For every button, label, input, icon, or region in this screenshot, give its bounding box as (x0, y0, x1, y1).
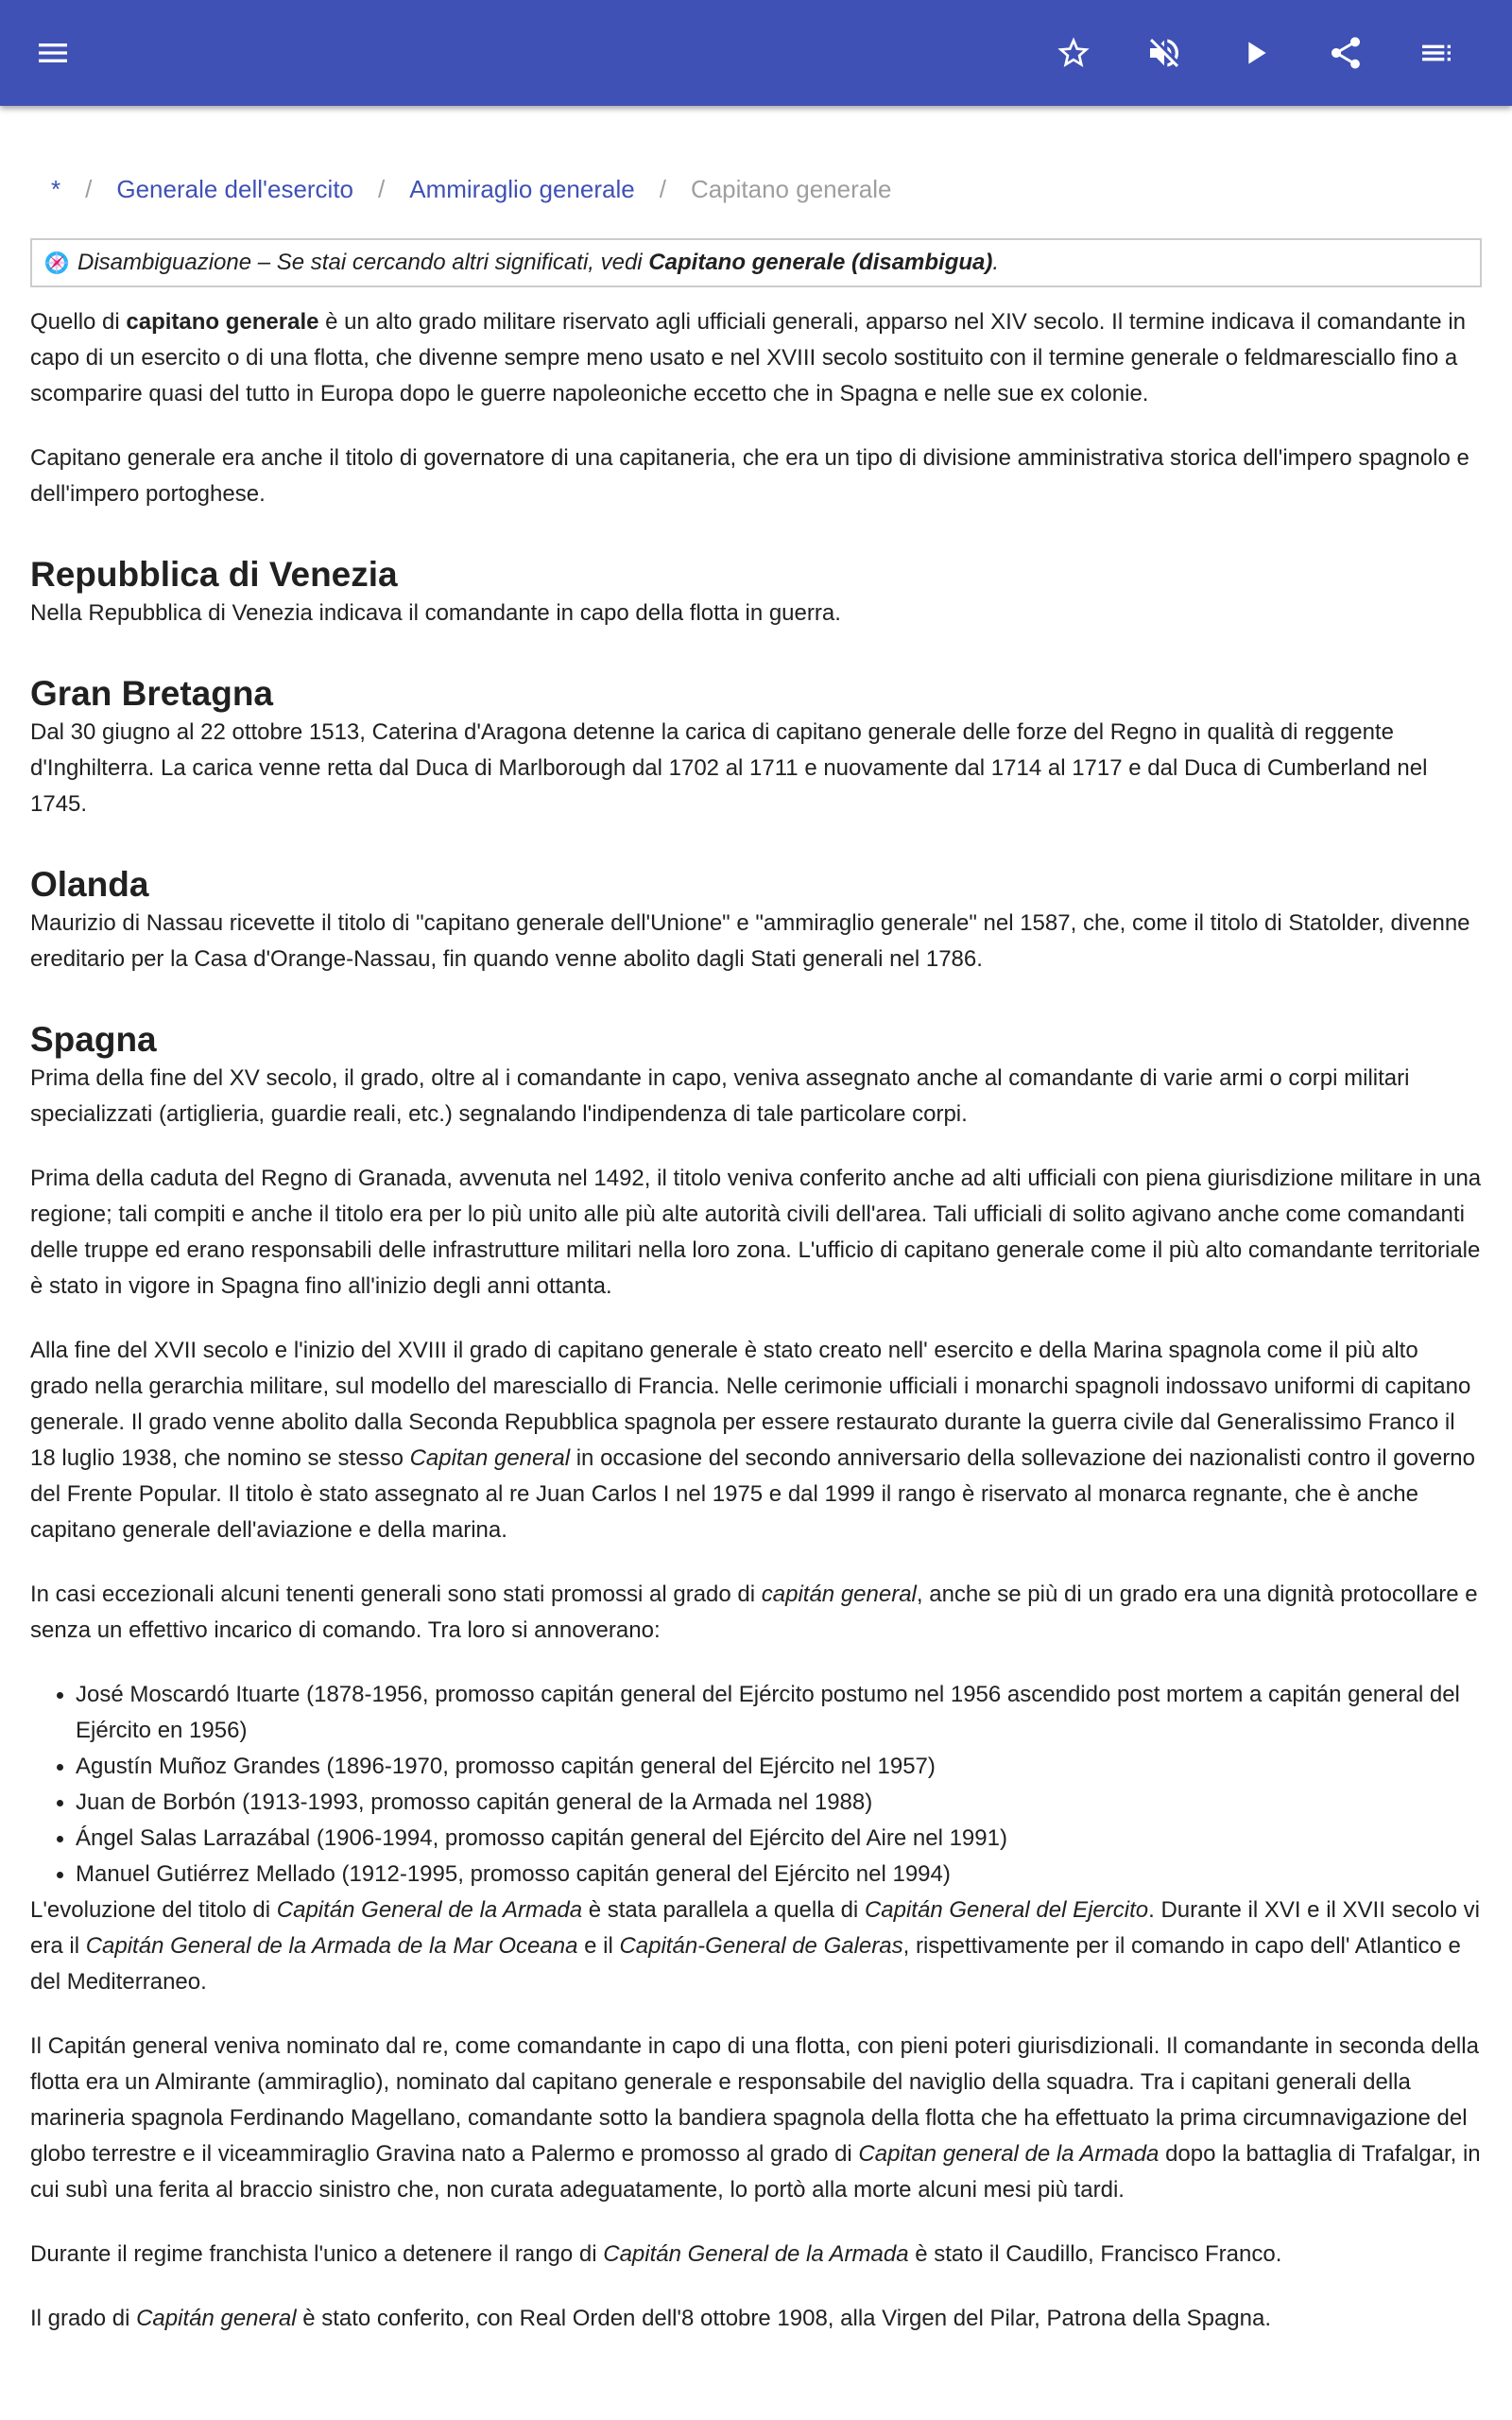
section-paragraph: Alla fine del XVII secolo e l'inizio del XVIII il grado di capitano generale è stato creato nell' esercito e della Marina spagnola come il più alto grado nella gerarchia militare, sul modello del maresciallo di Francia. Nelle cerimonie ufficiali i monarchi spagnoli indossavo uniformi di capitano generale. Il grado venne abolito dalla Seconda Repubblica spagnola per essere restaurato durante la guerra civile dal Generalissimo Franco il 18 luglio 1938, che nomino se stesso Capitan general in occasione del secondo anniversario della sollevazione dei nazionalisti contro il governo del Frente Popular. Il titolo è stato assegnato al re Juan Carlos I nel 1975 e dal 1999 il rango è riservato al monarca regnante, che è anche capitano generale dell'aviazione e della marina. (30, 1338, 1475, 1543)
menu-button[interactable] (23, 23, 83, 83)
capitan-general-list (30, 1677, 1482, 1893)
intro-paragraph: Capitano generale era anche il titolo di governatore di una capitaneria, che era un tipo di divisione amministrativa storica dell'impero spagnolo e dell'impero portoghese. (30, 445, 1469, 507)
section-paragraph: Maurizio di Nassau ricevette il titolo di "capitano generale dell'Unione" e "ammiraglio generale" nel 1587, che, come il titolo di Statolder, divenne ereditario per la Casa d'Orange-Nassau, fin quando venne abolito dagli Stati generali nel 1786. (30, 910, 1470, 972)
play-button[interactable] (1225, 23, 1285, 83)
section-paragraph: L'evoluzione del titolo di Capitán General de la Armada è stata parallela a quella di Capitán General del Ejercito. Durante il XVI e il XVII secolo vi era il Capitán General de la Armada de la Mar Oceana e il Capitán-General de Galeras, rispettivamente per il comando in capo dell' Atlantico e del Mediterraneo. (30, 1897, 1480, 1995)
mute-button[interactable] (1134, 23, 1194, 83)
list-item: • Agustín Muñoz Grandes (1896-1970, promosso capitán general del Ejército nel 1957) (76, 1749, 1482, 1785)
article-content (30, 106, 1482, 2337)
section-paragraph: Durante il regime franchista l'unico a detenere il rango di Capitán General de la Armada è stato il Caudillo, Francisco Franco. (30, 2241, 1282, 2267)
play-icon (1236, 34, 1274, 72)
table-of-contents-button[interactable] (1406, 23, 1467, 83)
section-heading: Repubblica di Venezia (30, 555, 398, 594)
list-item: • Juan de Borbón (1913-1993, promosso capitán general de la Armada nel 1988) (76, 1785, 1482, 1821)
list-item: • José Moscardó Ituarte (1878-1956, promosso capitán general del Ejército postumo nel 1956 ascendido post mortem a capitán general del Ejército en 1956) (76, 1677, 1482, 1749)
breadcrumb-ammiraglio-generale[interactable]: Ammiraglio generale (409, 175, 635, 203)
app-bar (0, 0, 1512, 106)
section-paragraph: In casi eccezionali alcuni tenenti generali sono stati promossi al grado di capitán general, anche se più di un grado era una dignità protocollare e senza un effettivo incarico di comando. Tra loro si annoverano: (30, 1582, 1478, 1643)
list-item: • Manuel Gutiérrez Mellado (1912-1995, promosso capitán general del Ejército nel 1994) (76, 1857, 1482, 1893)
section-paragraph: Prima della fine del XV secolo, il grado, oltre al i comandante in capo, veniva assegnato anche al comandante di varie armi o corpi militari specializzati (artiglieria, guardie reali, etc.) segnalando l'indipendenza di tale particolare corpi. (30, 1065, 1410, 1127)
breadcrumb-separator: / (659, 175, 666, 203)
share-icon (1327, 34, 1365, 72)
section-heading: Spagna (30, 1020, 157, 1059)
section-heading: Olanda (30, 865, 149, 904)
hamburger-menu-icon (34, 34, 72, 72)
breadcrumb-generale-esercito[interactable]: Generale dell'esercito (116, 175, 354, 203)
breadcrumb-separator: / (378, 175, 386, 203)
section-paragraph: Prima della caduta del Regno di Granada, avvenuta nel 1492, il titolo veniva conferito anche ad alti ufficiali con piena giurisdizione militare in una regione; tali compiti e anche il titolo era per lo più unito alle più alte autorità civili dell'area. Tali ufficiali di solito agivano anche come comandanti delle truppe ed erano responsabili delle infrastrutture militari nella loro zona. L'ufficio di capitano generale come il più alto comandante territoriale è stato in vigore in Spagna fino all'inizio degli anni ottanta. (30, 1166, 1482, 1299)
section-heading: Gran Bretagna (30, 674, 274, 713)
section-paragraph: Dal 30 giugno al 22 ottobre 1513, Caterina d'Aragona detenne la carica di capitano generale delle forze del Regno in qualità di reggente d'Inghilterra. La carica venne retta dal Duca di Marlborough dal 1702 al 1711 e nuovamente dal 1714 al 1717 e dal Duca di Cumberland nel 1745. (30, 719, 1428, 817)
disambiguation-notice (30, 238, 1482, 287)
disambiguation-text: Disambiguazione – Se stai cercando altri significati, vedi Capitano generale (disambigua). (77, 250, 1000, 275)
volume-off-icon (1145, 34, 1183, 72)
breadcrumb (30, 172, 1482, 206)
compass-disambiguation-icon (42, 248, 72, 278)
share-button[interactable] (1315, 23, 1376, 83)
intro-paragraph: Quello di capitano generale è un alto grado militare riservato agli ufficiali generali, apparso nel XIV secolo. Il termine indicava il comandante in capo di un esercito o di una flotta, che divenne sempre meno usato e nel XVIII secolo sostituito con il termine generale o feldmaresciallo fino a scomparire quasi del tutto in Europa dopo le guerre napoleoniche eccetto che in Spagna e nelle sue ex colonie. (30, 309, 1467, 406)
list-item: • Ángel Salas Larrazábal (1906-1994, promosso capitán general del Ejército del Aire nel 1991) (76, 1821, 1482, 1857)
section-paragraph: Il grado di Capitán general è stato conferito, con Real Orden dell'8 ottobre 1908, alla Virgen del Pilar, Patrona della Spagna. (30, 2306, 1272, 2331)
section-paragraph: Il Capitán general veniva nominato dal re, come comandante in capo di una flotta, con pieni poteri giurisdizionali. Il comandante in seconda della flotta era un Almirante (ammiraglio), nominato dal capitano generale e responsabile del naviglio della squadra. Tra i capitani generali della marineria spagnola Ferdinando Magellano, comandante sotto la bandiera spagnola della flotta che ha effettuato la prima circumnavigazione del globo terrestre e il viceammiraglio Gravina nato a Palermo e promosso al grado di Capitan general de la Armada dopo la battaglia di Trafalgar, in cui subì una ferita al braccio sinistro che, non curata adeguatamente, lo portò alla morte alcuni mesi più tardi. (30, 2033, 1481, 2203)
breadcrumb-separator: / (85, 175, 93, 203)
star-outline-icon (1055, 34, 1092, 72)
playlist-icon (1418, 34, 1455, 72)
disambiguation-link[interactable]: Capitano generale (disambigua) (648, 250, 993, 275)
breadcrumb-current: Capitano generale (690, 175, 892, 203)
bookmark-button[interactable] (1043, 23, 1104, 83)
breadcrumb-home[interactable]: * (51, 175, 61, 203)
section-paragraph: Nella Repubblica di Venezia indicava il comandante in capo della flotta in guerra. (30, 600, 841, 626)
